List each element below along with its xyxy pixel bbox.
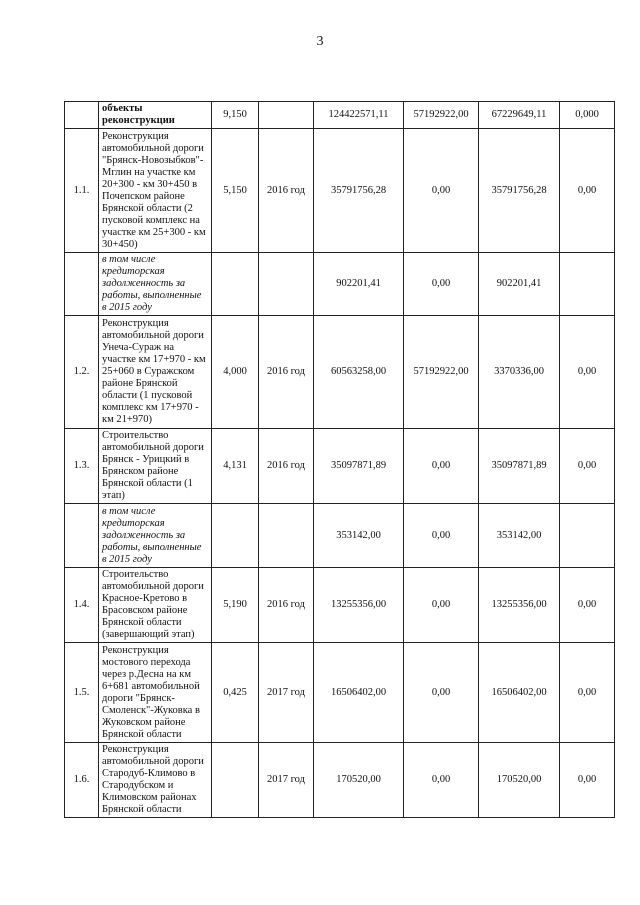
year: 2016 год: [259, 429, 314, 504]
table-row: [65, 643, 615, 743]
table-row: [65, 129, 615, 253]
row-number: 1.4.: [65, 568, 99, 643]
total-amount: 902201,41: [314, 253, 404, 316]
federal-amount: 0,00: [404, 253, 479, 316]
total-amount: 13255356,00: [314, 568, 404, 643]
table-row: [65, 568, 615, 643]
row-number: [65, 504, 99, 568]
year: 2017 год: [259, 743, 314, 818]
object-name: Строительство автомобильной дороги Брянск - Урицкий в Брянском районе Брянской области (1 этап): [99, 429, 212, 504]
total-amount: 35097871,89: [314, 429, 404, 504]
regional-amount: 902201,41: [479, 253, 560, 316]
row-number: 1.3.: [65, 429, 99, 504]
other-amount: 0,000: [560, 102, 615, 129]
regional-amount: 16506402,00: [479, 643, 560, 743]
year: 2017 год: [259, 643, 314, 743]
other-amount: 0,00: [560, 316, 615, 429]
length-km: 0,425: [212, 643, 259, 743]
object-name: Реконструкция мостового перехода через р.Десна на км 6+681 автомобильной дороги "Брянск-Смоленск"-Жуковка в Жуковском районе Брянской области: [99, 643, 212, 743]
federal-amount: 57192922,00: [404, 316, 479, 429]
year: 2016 год: [259, 316, 314, 429]
length-km: 5,190: [212, 568, 259, 643]
federal-amount: 0,00: [404, 429, 479, 504]
table-row: [65, 429, 615, 504]
total-amount: 35791756,28: [314, 129, 404, 253]
object-name: Реконструкция автомобильной дороги Унеча-Сураж на участке км 17+970 - км 25+060 в Суражском районе Брянской области (1 пусковой комплекс км 17+970 - км 21+970): [99, 316, 212, 429]
table-row: [65, 102, 615, 129]
row-number: 1.6.: [65, 743, 99, 818]
federal-amount: 57192922,00: [404, 102, 479, 129]
other-amount: [560, 253, 615, 316]
object-name: Реконструкция автомобильной дороги Стародуб-Климово в Стародубском и Климовском районах Брянской области: [99, 743, 212, 818]
regional-amount: 170520,00: [479, 743, 560, 818]
year: [259, 102, 314, 129]
row-number: 1.1.: [65, 129, 99, 253]
page-number: 3: [316, 34, 324, 49]
length-km: [212, 253, 259, 316]
objects-table: [64, 101, 615, 818]
object-name: Реконструкция автомобильной дороги "Брянск-Новозыбков"-Мглин на участке км 20+300 - км 30+450 в Почепском районе Брянской области (2 пусковой комплекс на участке км 25+300 - км 30+450): [99, 129, 212, 253]
object-name: объекты реконструкции: [99, 102, 212, 129]
total-amount: 16506402,00: [314, 643, 404, 743]
total-amount: 60563258,00: [314, 316, 404, 429]
table-row: [65, 316, 615, 429]
length-km: 4,131: [212, 429, 259, 504]
total-amount: 170520,00: [314, 743, 404, 818]
object-name: в том числе кредиторская задолженность за работы, выполненные в 2015 году: [99, 253, 212, 316]
length-km: 4,000: [212, 316, 259, 429]
total-amount: 353142,00: [314, 504, 404, 568]
year: [259, 253, 314, 316]
federal-amount: 0,00: [404, 568, 479, 643]
regional-amount: 67229649,11: [479, 102, 560, 129]
regional-amount: 35097871,89: [479, 429, 560, 504]
other-amount: 0,00: [560, 429, 615, 504]
federal-amount: 0,00: [404, 643, 479, 743]
total-amount: 124422571,11: [314, 102, 404, 129]
federal-amount: 0,00: [404, 504, 479, 568]
length-km: 9,150: [212, 102, 259, 129]
regional-amount: 13255356,00: [479, 568, 560, 643]
year: 2016 год: [259, 129, 314, 253]
regional-amount: 3370336,00: [479, 316, 560, 429]
other-amount: 0,00: [560, 129, 615, 253]
other-amount: 0,00: [560, 568, 615, 643]
row-number: 1.2.: [65, 316, 99, 429]
row-number: [65, 102, 99, 129]
row-number: [65, 253, 99, 316]
year: [259, 504, 314, 568]
table-row: [65, 504, 615, 568]
year: 2016 год: [259, 568, 314, 643]
length-km: 5,150: [212, 129, 259, 253]
federal-amount: 0,00: [404, 743, 479, 818]
table-row: [65, 743, 615, 818]
regional-amount: 35791756,28: [479, 129, 560, 253]
federal-amount: 0,00: [404, 129, 479, 253]
object-name: Строительство автомобильной дороги Красное-Кретово в Брасовском районе Брянской области (завершающий этап): [99, 568, 212, 643]
object-name: в том числе кредиторская задолженность за работы, выполненные в 2015 году: [99, 504, 212, 568]
other-amount: 0,00: [560, 743, 615, 818]
other-amount: [560, 504, 615, 568]
table-row: [65, 253, 615, 316]
row-number: 1.5.: [65, 643, 99, 743]
length-km: [212, 504, 259, 568]
length-km: [212, 743, 259, 818]
regional-amount: 353142,00: [479, 504, 560, 568]
other-amount: 0,00: [560, 643, 615, 743]
